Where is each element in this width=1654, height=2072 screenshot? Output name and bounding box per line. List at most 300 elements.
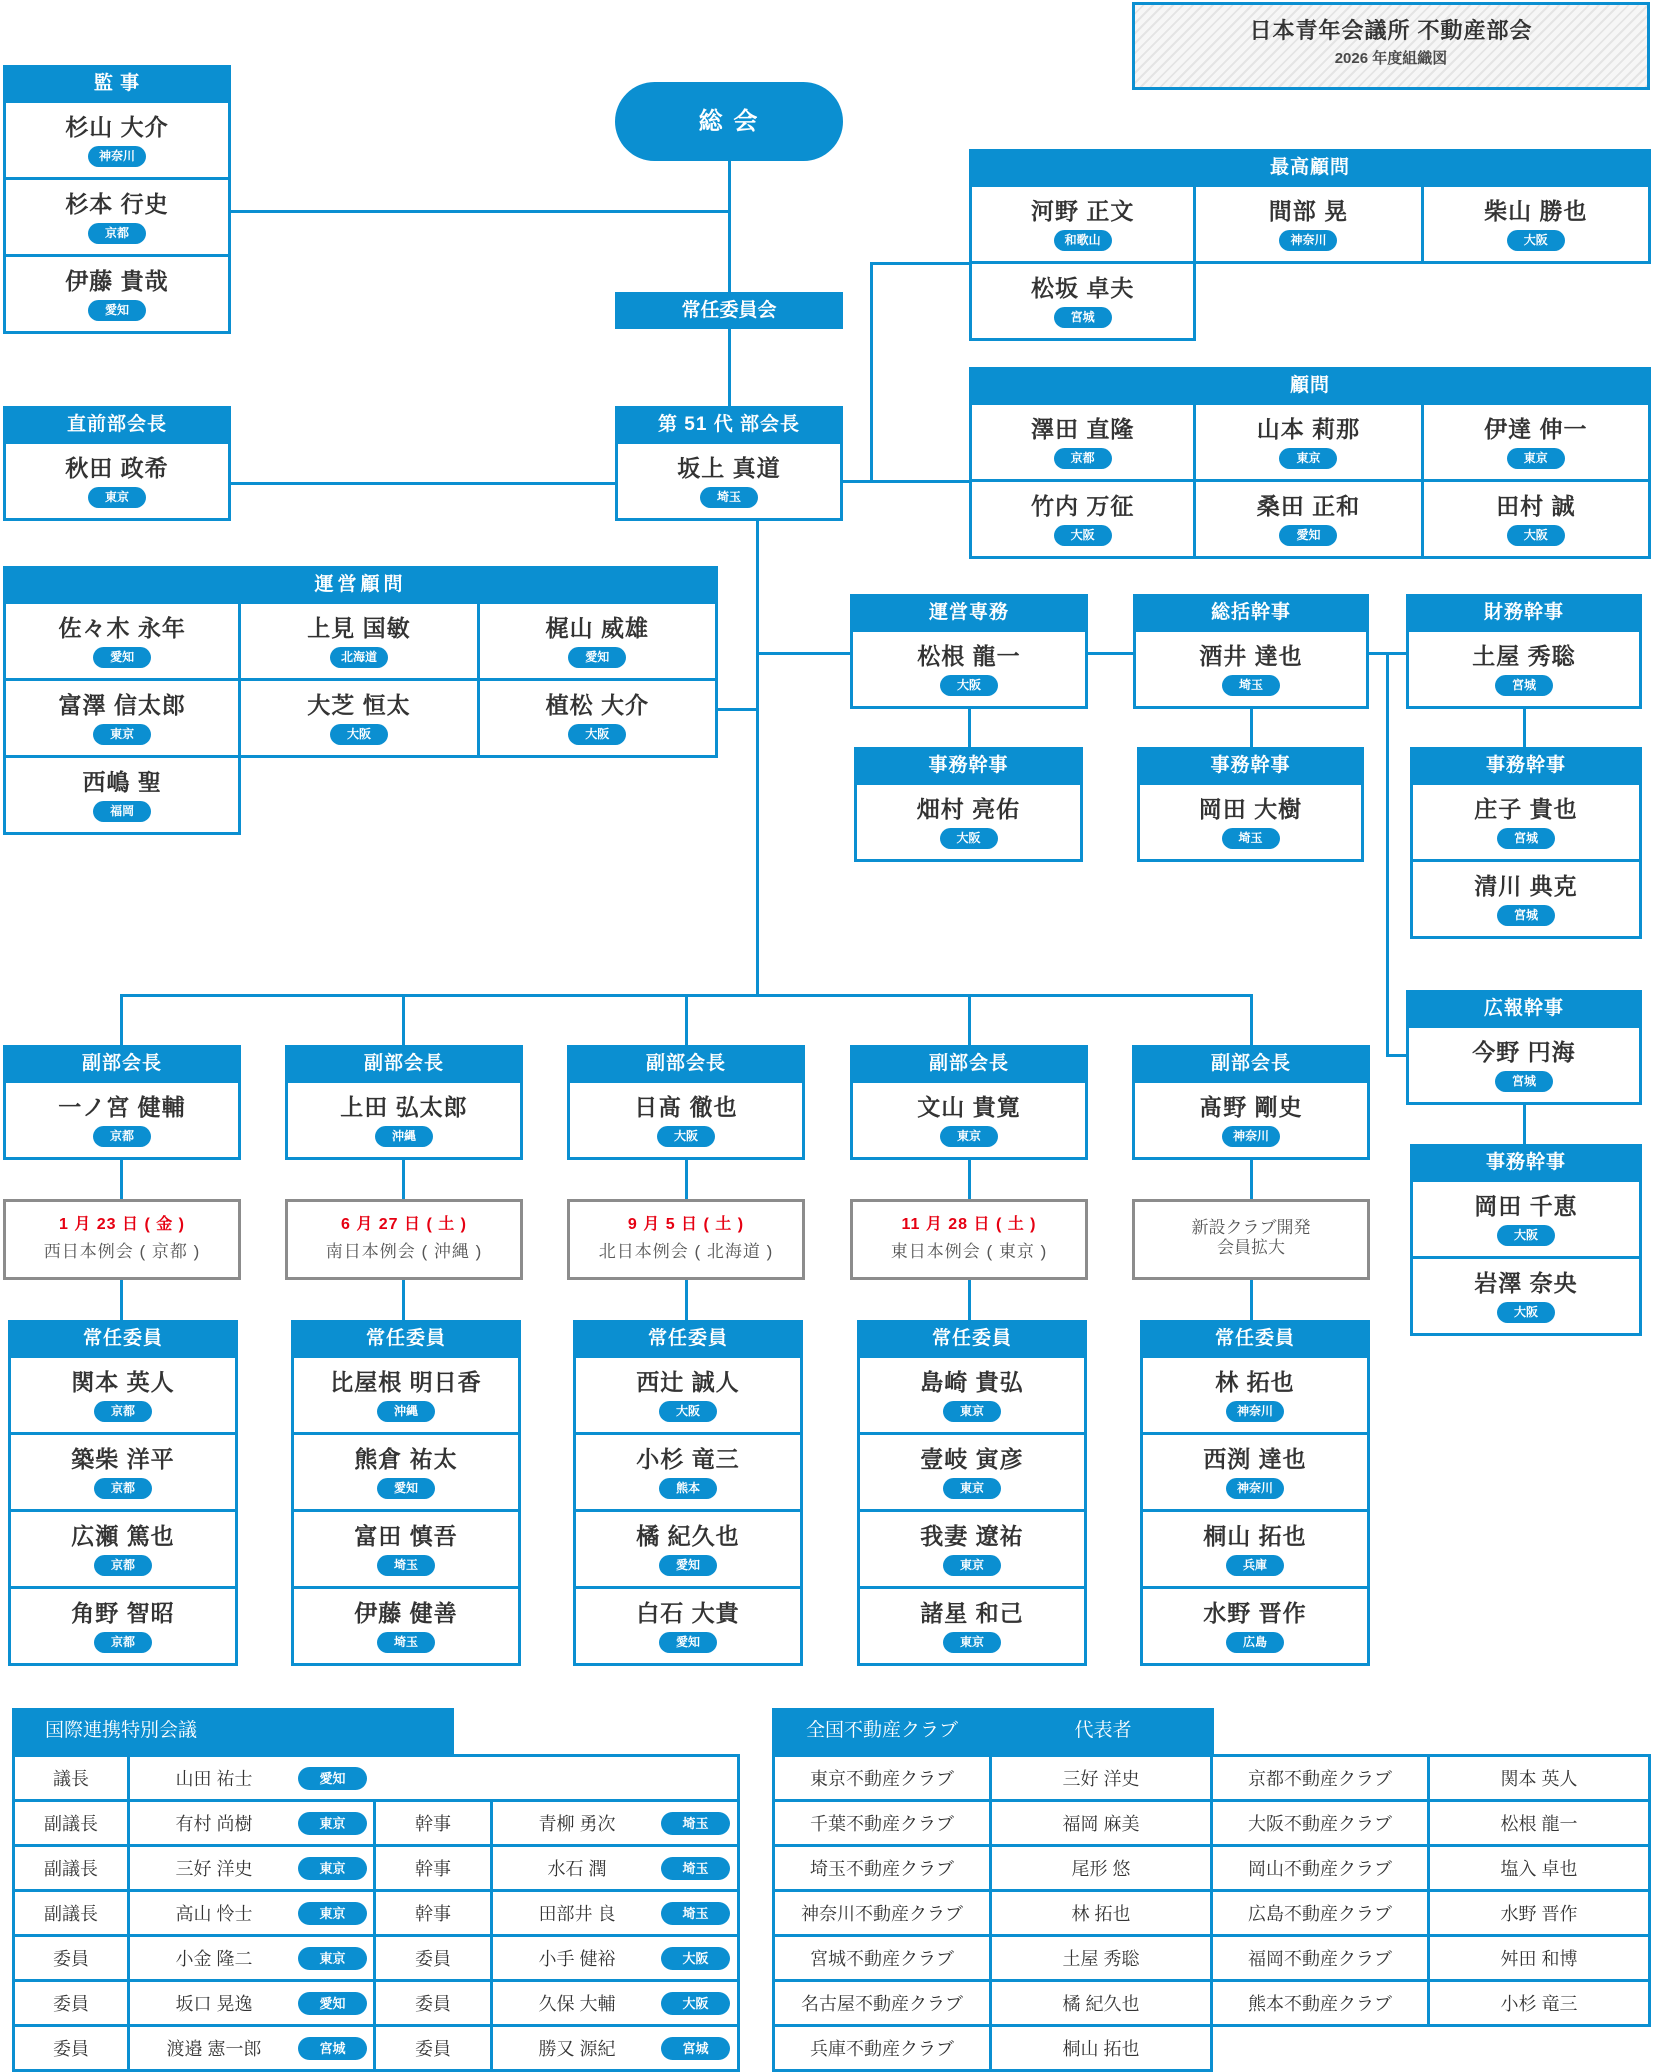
member-name: 小手 健裕 xyxy=(538,1949,616,1969)
committee-box xyxy=(857,1320,1087,1666)
role-cell: 委員 xyxy=(376,2027,493,2072)
connector-line xyxy=(756,652,850,655)
prefecture-badge: 愛知 xyxy=(88,300,146,321)
chair-members xyxy=(615,444,843,521)
committee-header: 常任委員 xyxy=(1140,1320,1370,1358)
mission-line: 会員拡大 xyxy=(1217,1238,1285,1257)
member-name: 秋田 政希 xyxy=(65,455,169,481)
connector-line xyxy=(231,210,729,213)
connector-line xyxy=(1088,652,1133,655)
club-name: 千葉不動産クラブ xyxy=(772,1802,992,1847)
organization-title: 日本青年会議所 不動産部会 xyxy=(1249,18,1533,43)
member-cell xyxy=(130,1937,376,1982)
event-name: 北日本例会 ( 北海道 ) xyxy=(598,1242,774,1261)
pr-clerk-box xyxy=(1410,1144,1642,1336)
member-name: 一ノ宮 健輔 xyxy=(58,1094,186,1120)
member-cell xyxy=(1140,1435,1370,1512)
prefecture-badge: 東京 xyxy=(1279,448,1337,469)
prefecture-badge: 埼玉 xyxy=(1222,828,1280,849)
prefecture-badge: 大阪 xyxy=(1507,525,1565,546)
member-cell xyxy=(130,1847,376,1892)
representative-column-header: 代表者 xyxy=(1074,1720,1132,1741)
role-cell: 幹事 xyxy=(376,1802,493,1847)
treasurer-box xyxy=(1406,594,1642,709)
prefecture-badge: 埼玉 xyxy=(700,487,758,508)
prefecture-badge: 北海道 xyxy=(330,647,388,668)
member-cell xyxy=(573,1435,803,1512)
connector-line xyxy=(1250,709,1253,747)
club-name: 福岡不動産クラブ xyxy=(1210,1937,1430,1982)
member-name: 関本 英人 xyxy=(71,1369,175,1395)
clerk-members xyxy=(1137,785,1364,862)
member-name: 岩澤 奈央 xyxy=(1474,1270,1578,1296)
club-name: 熊本不動産クラブ xyxy=(1210,1982,1430,2027)
role-cell: 副議長 xyxy=(12,1847,130,1892)
prefecture-badge: 愛知 xyxy=(659,1555,717,1576)
vice-chair-header: 副部会長 xyxy=(850,1045,1088,1083)
vice-chair-box xyxy=(1132,1045,1370,1160)
member-cell xyxy=(3,681,241,758)
member-name: 上田 弘太郎 xyxy=(340,1094,468,1120)
member-name: 畑村 亮佑 xyxy=(916,796,1021,822)
prefecture-badge: 京都 xyxy=(1054,448,1112,469)
club-representative: 橘 紀久也 xyxy=(992,1982,1213,2027)
member-name: 髙野 剛史 xyxy=(1199,1094,1303,1120)
member-cell xyxy=(567,1083,805,1160)
prefecture-badge: 宮城 xyxy=(1054,307,1112,328)
member-cell xyxy=(3,257,231,334)
member-cell xyxy=(130,1982,376,2027)
member-name: 坂上 真道 xyxy=(677,455,781,481)
vice-chair-header: 副部会長 xyxy=(1132,1045,1370,1083)
committee-header: 常任委員 xyxy=(857,1320,1087,1358)
connector-line xyxy=(1386,652,1389,1057)
member-name: 田部井 良 xyxy=(538,1904,616,1924)
club-representative: 関本 英人 xyxy=(1430,1757,1651,1802)
member-name: 杉山 大介 xyxy=(65,114,169,140)
prefecture-badge: 愛知 xyxy=(93,647,151,668)
member-cell xyxy=(493,1937,740,1982)
prefecture-badge: 大阪 xyxy=(661,1992,730,2015)
member-name: 富田 慎吾 xyxy=(354,1523,458,1549)
club-name: 埼玉不動産クラブ xyxy=(772,1847,992,1892)
member-cell xyxy=(573,1589,803,1666)
chair-box xyxy=(615,406,843,521)
member-cell xyxy=(857,1589,1087,1666)
treasurer-header: 財務幹事 xyxy=(1406,594,1642,632)
committee-box xyxy=(8,1320,238,1666)
supreme-advisors-box xyxy=(969,149,1651,341)
club-name: 兵庫不動産クラブ xyxy=(772,2027,992,2072)
prefecture-badge: 愛知 xyxy=(568,647,626,668)
member-cell xyxy=(8,1435,238,1512)
event-box xyxy=(567,1199,805,1280)
committee-members xyxy=(8,1358,238,1666)
pref-badge: 愛知 xyxy=(298,1992,367,2015)
member-name: 山田 祐士 xyxy=(175,1769,253,1789)
prefecture-badge: 大阪 xyxy=(1497,1302,1555,1323)
prefecture-badge: 東京 xyxy=(943,1478,1001,1499)
member-cell xyxy=(573,1512,803,1589)
member-cell xyxy=(291,1512,521,1589)
chart-title-box xyxy=(1132,2,1650,90)
event-name: 南日本例会 ( 沖縄 ) xyxy=(325,1242,483,1261)
prefecture-badge: 大阪 xyxy=(940,675,998,696)
member-cell xyxy=(969,264,1196,341)
member-cell xyxy=(1140,1589,1370,1666)
event-box xyxy=(850,1199,1088,1280)
member-cell xyxy=(493,1892,740,1937)
clerk-members xyxy=(1410,1182,1642,1336)
auditors-header: 監 事 xyxy=(3,65,231,103)
member-name: 富澤 信太郎 xyxy=(58,692,186,718)
vice-chair-header: 副部会長 xyxy=(285,1045,523,1083)
member-cell xyxy=(969,482,1196,559)
member-cell xyxy=(857,1358,1087,1435)
role-cell: 副議長 xyxy=(12,1802,130,1847)
member-name: 岡田 大樹 xyxy=(1198,796,1303,822)
member-cell xyxy=(493,1847,740,1892)
connector-line xyxy=(756,521,759,997)
member-name: 酒井 達也 xyxy=(1199,643,1303,669)
vice-chair-box xyxy=(3,1045,241,1160)
event-box xyxy=(285,1199,523,1280)
club-name: 京都不動産クラブ xyxy=(1210,1757,1430,1802)
member-name: 土屋 秀聡 xyxy=(1472,643,1576,669)
event-date: 1 月 23 日 ( 金 ) xyxy=(58,1216,186,1233)
member-cell xyxy=(8,1358,238,1435)
prefecture-badge: 東京 xyxy=(940,1126,998,1147)
event-name: 西日本例会 ( 京都 ) xyxy=(43,1242,201,1261)
chair-header: 第 51 代 部会長 xyxy=(615,406,843,444)
event-date: 9 月 5 日 ( 土 ) xyxy=(627,1216,745,1233)
standing-committee-meeting-node: 常任委員会 xyxy=(615,292,843,329)
member-cell xyxy=(130,1757,740,1802)
member-cell xyxy=(854,785,1083,862)
pr-director-header: 広報幹事 xyxy=(1406,990,1642,1028)
connector-line xyxy=(728,161,731,292)
member-cell xyxy=(1410,1259,1642,1336)
prefecture-badge: 神奈川 xyxy=(1279,230,1337,251)
prefecture-badge: 京都 xyxy=(94,1478,152,1499)
member-name: 諸星 和己 xyxy=(920,1600,1024,1626)
committee-members xyxy=(1140,1358,1370,1666)
prefecture-badge: 大阪 xyxy=(1497,1225,1555,1246)
member-cell xyxy=(241,681,479,758)
executive-director-members xyxy=(850,632,1088,709)
member-cell xyxy=(291,1358,521,1435)
member-cell xyxy=(1410,1182,1642,1259)
member-name: 間部 晃 xyxy=(1268,198,1349,224)
member-cell xyxy=(1133,632,1369,709)
member-cell xyxy=(1132,1083,1370,1160)
prefecture-badge: 大阪 xyxy=(657,1126,715,1147)
connector-line xyxy=(231,482,615,485)
connector-line xyxy=(870,262,969,265)
prefecture-badge: 京都 xyxy=(94,1555,152,1576)
member-cell xyxy=(1196,187,1423,264)
mission-box xyxy=(1132,1199,1370,1280)
prefecture-badge: 京都 xyxy=(88,223,146,244)
prefecture-badge: 東京 xyxy=(1507,448,1565,469)
prefecture-badge: 神奈川 xyxy=(88,146,146,167)
member-name: 坂口 晃逸 xyxy=(175,1994,253,2014)
prefecture-badge: 東京 xyxy=(298,1947,367,1970)
club-representative: 三好 洋史 xyxy=(992,1757,1213,1802)
member-name: 今野 円海 xyxy=(1472,1039,1576,1065)
prefecture-badge: 東京 xyxy=(943,1555,1001,1576)
member-name: 築柴 洋平 xyxy=(71,1446,175,1472)
prefecture-badge: 大阪 xyxy=(659,1401,717,1422)
member-cell xyxy=(3,604,241,681)
member-name: 河野 正文 xyxy=(1030,198,1135,224)
vice-chair-header: 副部会長 xyxy=(3,1045,241,1083)
prefecture-badge: 埼玉 xyxy=(661,1857,730,1880)
vice-chair-box xyxy=(285,1045,523,1160)
pr-director-members xyxy=(1406,1028,1642,1105)
member-cell xyxy=(130,2027,376,2072)
role-cell: 委員 xyxy=(12,1937,130,1982)
event-name: 東日本例会 ( 東京 ) xyxy=(890,1242,1048,1261)
advisors-header: 顧問 xyxy=(969,367,1651,405)
chart-subtitle: 2026 年度組織図 xyxy=(1334,50,1448,67)
prefecture-badge: 埼玉 xyxy=(661,1902,730,1925)
member-name: 島崎 貴弘 xyxy=(920,1369,1024,1395)
member-cell xyxy=(1424,187,1651,264)
member-name: 我妻 遼祐 xyxy=(920,1523,1024,1549)
member-name: 大芝 恒太 xyxy=(307,692,411,718)
prefecture-badge: 東京 xyxy=(943,1401,1001,1422)
member-name: 白石 大貴 xyxy=(636,1600,740,1626)
prefecture-badge: 東京 xyxy=(298,1812,367,1835)
member-cell xyxy=(3,1083,241,1160)
member-name: 渡邉 憲一郎 xyxy=(166,2039,262,2059)
prefecture-badge: 大阪 xyxy=(1054,525,1112,546)
operation-advisors-header: 運営顧問 xyxy=(3,566,718,604)
connector-line xyxy=(1386,1054,1406,1057)
auditors-members xyxy=(3,103,231,334)
member-cell xyxy=(1196,405,1423,482)
member-cell xyxy=(1406,632,1642,709)
role-cell: 委員 xyxy=(12,1982,130,2027)
prefecture-badge: 愛知 xyxy=(377,1478,435,1499)
vice-chair-box xyxy=(567,1045,805,1160)
member-name: 西辻 誠人 xyxy=(636,1369,740,1395)
club-name: 神奈川不動産クラブ xyxy=(772,1892,992,1937)
club-name: 名古屋不動産クラブ xyxy=(772,1982,992,2027)
prefecture-badge: 愛知 xyxy=(298,1767,367,1790)
member-cell xyxy=(3,758,241,835)
clerk-header: 事務幹事 xyxy=(854,747,1083,785)
club-representative: 桐山 拓也 xyxy=(992,2027,1213,2072)
general-assembly-node: 総 会 xyxy=(615,82,843,161)
event-date: 6 月 27 日 ( 土 ) xyxy=(340,1216,468,1233)
clerk-members xyxy=(1410,785,1642,939)
vice-chair-member xyxy=(1132,1083,1370,1160)
prefecture-badge: 神奈川 xyxy=(1226,1478,1284,1499)
committee-header: 常任委員 xyxy=(8,1320,238,1358)
member-cell xyxy=(1424,482,1651,559)
member-cell xyxy=(1196,482,1423,559)
former-chair-header: 直前部会長 xyxy=(3,406,231,444)
member-cell xyxy=(480,604,718,681)
prefecture-badge: 東京 xyxy=(298,1857,367,1880)
member-name: 小杉 竜三 xyxy=(636,1446,740,1472)
prefecture-badge: 大阪 xyxy=(568,724,626,745)
committee-members xyxy=(857,1358,1087,1666)
general-secretary-header: 総括幹事 xyxy=(1133,594,1369,632)
member-name: 西嶋 聖 xyxy=(82,769,162,795)
committee-box xyxy=(1140,1320,1370,1666)
prefecture-badge: 東京 xyxy=(943,1632,1001,1653)
club-representative: 水野 晋作 xyxy=(1430,1892,1651,1937)
connector-line xyxy=(1523,1105,1526,1144)
pr-director-box xyxy=(1406,990,1642,1105)
prefecture-badge: 兵庫 xyxy=(1226,1555,1284,1576)
mission-line: 新設クラブ開発 xyxy=(1191,1218,1311,1237)
club-name: 東京不動産クラブ xyxy=(772,1757,992,1802)
member-cell xyxy=(291,1589,521,1666)
member-name: 水石 潤 xyxy=(547,1859,607,1879)
member-cell xyxy=(969,405,1196,482)
prefecture-badge: 広島 xyxy=(1226,1632,1284,1653)
club-representative: 松根 龍一 xyxy=(1430,1802,1651,1847)
prefecture-badge: 神奈川 xyxy=(1226,1401,1284,1422)
prefecture-badge: 東京 xyxy=(93,724,151,745)
club-name: 大阪不動産クラブ xyxy=(1210,1802,1430,1847)
club-name: 広島不動産クラブ xyxy=(1210,1892,1430,1937)
member-name: 桐山 拓也 xyxy=(1203,1523,1307,1549)
vice-chair-box xyxy=(850,1045,1088,1160)
member-name: 有村 尚樹 xyxy=(175,1814,253,1834)
member-name: 松坂 卓夫 xyxy=(1030,275,1135,301)
event-date: 11 月 28 日 ( 土 ) xyxy=(901,1216,1037,1233)
vice-chair-member xyxy=(285,1083,523,1160)
member-name: 伊達 伸一 xyxy=(1484,416,1588,442)
member-cell xyxy=(285,1083,523,1160)
prefecture-badge: 愛知 xyxy=(659,1632,717,1653)
prefecture-badge: 大阪 xyxy=(661,1947,730,1970)
member-cell xyxy=(130,1892,376,1937)
prefecture-badge: 大阪 xyxy=(330,724,388,745)
real-estate-clubs-table-left xyxy=(772,1754,1213,2072)
role-cell: 幹事 xyxy=(376,1892,493,1937)
member-name: 山本 莉那 xyxy=(1256,416,1361,442)
member-name: 小金 隆二 xyxy=(175,1949,253,1969)
treasurer-members xyxy=(1406,632,1642,709)
club-representative: 土屋 秀聡 xyxy=(992,1937,1213,1982)
member-name: 久保 大輔 xyxy=(538,1994,616,2014)
prefecture-badge: 福岡 xyxy=(93,801,151,822)
member-cell xyxy=(1140,1358,1370,1435)
prefecture-badge: 東京 xyxy=(298,1902,367,1925)
member-cell xyxy=(1406,1028,1642,1105)
role-cell: 議長 xyxy=(12,1757,130,1802)
committee-header: 常任委員 xyxy=(291,1320,521,1358)
member-cell xyxy=(857,1435,1087,1512)
committee-members xyxy=(573,1358,803,1666)
member-name: 日髙 徹也 xyxy=(634,1094,738,1120)
member-name: 西渕 達也 xyxy=(1203,1446,1307,1472)
member-name: 文山 貴寛 xyxy=(917,1094,1021,1120)
member-name: 伊藤 健善 xyxy=(354,1600,458,1626)
prefecture-badge: 和歌山 xyxy=(1054,230,1112,251)
member-name: 林 拓也 xyxy=(1215,1369,1295,1395)
general-secretary-members xyxy=(1133,632,1369,709)
clerk-members xyxy=(854,785,1083,862)
prefecture-badge: 宮城 xyxy=(1495,675,1553,696)
member-name: 水野 晋作 xyxy=(1203,1600,1307,1626)
connector-line xyxy=(843,480,969,483)
club-representative: 尾形 悠 xyxy=(992,1847,1213,1892)
member-cell xyxy=(850,632,1088,709)
executive-director-clerk-box xyxy=(854,747,1083,862)
member-name: 熊倉 祐太 xyxy=(354,1446,458,1472)
connector-line xyxy=(870,262,873,483)
prefecture-badge: 大阪 xyxy=(940,828,998,849)
committee-members xyxy=(291,1358,521,1666)
prefecture-badge: 沖縄 xyxy=(375,1126,433,1147)
member-name: 植松 大介 xyxy=(545,692,650,718)
member-name: 高山 怜士 xyxy=(175,1904,253,1924)
prefecture-badge: 宮城 xyxy=(1497,905,1555,926)
member-name: 比屋根 明日香 xyxy=(330,1369,482,1395)
supreme-advisors-members xyxy=(969,187,1651,341)
treasurer-clerk-box xyxy=(1410,747,1642,939)
clerk-header: 事務幹事 xyxy=(1410,1144,1642,1182)
connector-line xyxy=(968,709,971,747)
member-cell xyxy=(1410,862,1642,939)
real-estate-clubs-table-right xyxy=(1210,1754,1651,2027)
member-name: 角野 智昭 xyxy=(71,1600,175,1626)
vice-chair-member xyxy=(567,1083,805,1160)
prefecture-badge: 宮城 xyxy=(1497,828,1555,849)
clerk-header: 事務幹事 xyxy=(1137,747,1364,785)
prefecture-badge: 京都 xyxy=(94,1632,152,1653)
member-name: 青柳 勇次 xyxy=(538,1814,616,1834)
prefecture-badge: 埼玉 xyxy=(377,1632,435,1653)
member-name: 杉本 行史 xyxy=(65,191,169,217)
prefecture-badge: 宮城 xyxy=(661,2037,730,2060)
connector-line xyxy=(1523,709,1526,747)
member-name: 上見 国敏 xyxy=(307,615,411,641)
member-cell xyxy=(1410,785,1642,862)
member-cell xyxy=(493,1982,740,2027)
international-council-table xyxy=(12,1754,740,2072)
member-cell xyxy=(493,2027,740,2072)
executive-director-header: 運営専務 xyxy=(850,594,1088,632)
club-representative: 福岡 麻美 xyxy=(992,1802,1213,1847)
member-name: 清川 典克 xyxy=(1474,873,1578,899)
member-cell xyxy=(8,1589,238,1666)
member-name: 壹岐 寅彦 xyxy=(920,1446,1024,1472)
international-council-header: 国際連携特別会議 xyxy=(12,1708,454,1754)
member-name: 柴山 勝也 xyxy=(1484,198,1588,224)
club-column-header: 全国不動産クラブ xyxy=(805,1720,958,1741)
club-name: 岡山不動産クラブ xyxy=(1210,1847,1430,1892)
prefecture-badge: 熊本 xyxy=(659,1478,717,1499)
prefecture-badge: 大阪 xyxy=(1507,230,1565,251)
general-secretary-box xyxy=(1133,594,1369,709)
member-name: 広瀬 篤也 xyxy=(71,1523,175,1549)
member-cell xyxy=(1137,785,1364,862)
committee-box xyxy=(573,1320,803,1666)
former-chair-members xyxy=(3,444,231,521)
vice-chair-member xyxy=(3,1083,241,1160)
member-cell xyxy=(3,180,231,257)
member-cell xyxy=(615,444,843,521)
executive-director-box xyxy=(850,594,1088,709)
